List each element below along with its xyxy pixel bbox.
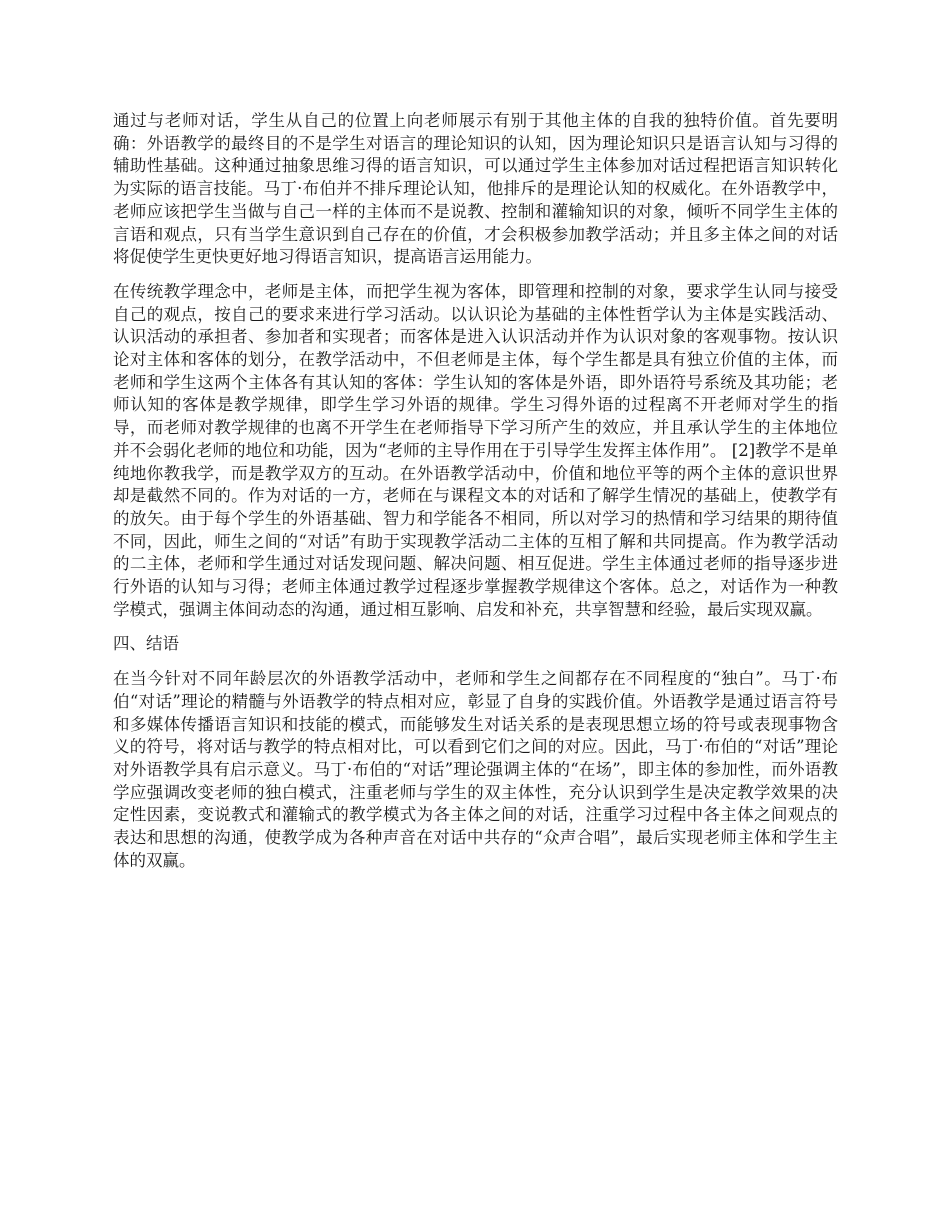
paragraph-conclusion: 在当今针对不同年龄层次的外语教学活动中，老师和学生之间都存在不同程度的“独白”。马丁·布伯“对话”理论的精髓与外语教学的特点相对应，彰显了自身的实践价值。外语教学是通过语言符号和多媒体传播语言知识和技能的模式，而能够发生对话关系的是表现思想立场的符号或表现事物含义的符号，将对话与教学的特点相对比，可以看到它们之间的对应。因此，马丁·布伯的“对话”理论对外语教学具有启示意义。马丁·布伯的“对话”理论强调主体的“在场”，即主体的参加性，而外语教学应强调改变老师的独白模式，注重老师与学生的双主体性，充分认识到学生是决定教学效果的决定性因素，变说教式和灌输式的教学模式为各主体之间的对话，注重学习过程中各主体之间观点的表达和思想的沟通，使教学成为各种声音在对话中共存的“众声合唱”，最后实现老师主体和学生主体的双赢。 — [113, 669, 838, 870]
section-heading-conclusion: 四、结语 — [113, 634, 179, 654]
paragraph-subject-object: 在传统教学理念中，老师是主体，而把学生视为客体，即管理和控制的对象，要求学生认同与接受自己的观点，按自己的要求来进行学习活动。以认识论为基础的主体性哲学认为主体是实践活动、认识活动的承担者、参加者和实现者；而客体是进入认识活动并作为认识对象的客观事物。按认识论对主体和客体的划分，在教学活动中，不但老师是主体，每个学生都是具有独立价值的主体，而老师和学生这两个主体各有其认知的客体：学生认知的客体是外语，即外语符号系统及其功能；老师认知的客体是教学规律，即学生学习外语的规律。学生习得外语的过程离不开老师对学生的指导，而老师对教学规律的也离不开学生在老师指导下学习所产生的效应，并且承认学生的主体地位并不会弱化老师的地位和功能，因为“老师的主导作用在于引导学生发挥主体作用”。 [2]教学不是单纯地你教我学，而是教学双方的互动。在外语教学活动中，价值和地位平等的两个主体的意识世界却是截然不同的。作为对话的一方，老师在与课程文本的对话和了解学生情况的基础上，使教学有的放矢。由于每个学生的外语基础、智力和学能各不相同，所以对学习的热情和学习结果的期待值不同，因此，师生之间的“对话”有助于实现教学活动二主体的互相了解和共同提高。作为教学活动的二主体，老师和学生通过对话发现问题、解决问题、相互促进。学生主体通过老师的指导逐步进行外语的认知与习得；老师主体通过教学过程逐步掌握教学规律这个客体。总之，对话作为一种教学模式，强调主体间动态的沟通，通过相互影响、启发和补充，共享智慧和经验，最后实现双赢。 — [113, 281, 838, 619]
paragraph-dialogue-value: 通过与老师对话，学生从自己的位置上向老师展示有别于其他主体的自我的独特价值。首先要明确：外语教学的最终目的不是学生对语言的理论知识的认知，因为理论知识只是语言认知与习得的辅助性基础。这种通过抽象思维习得的语言知识，可以通过学生主体参加对话过程把语言知识转化为实际的语言技能。马丁·布伯并不排斥理论认知，他排斥的是理论认知的权威化。在外语教学中，老师应该把学生当做与自己一样的主体而不是说教、控制和灌输知识的对象，倾听不同学生主体的言语和观点，只有当学生意识到自己存在的价值，才会积极参加教学活动；并且多主体之间的对话将促使学生更快更好地习得语言知识，提高语言运用能力。 — [113, 111, 838, 267]
document-body — [113, 110, 838, 885]
